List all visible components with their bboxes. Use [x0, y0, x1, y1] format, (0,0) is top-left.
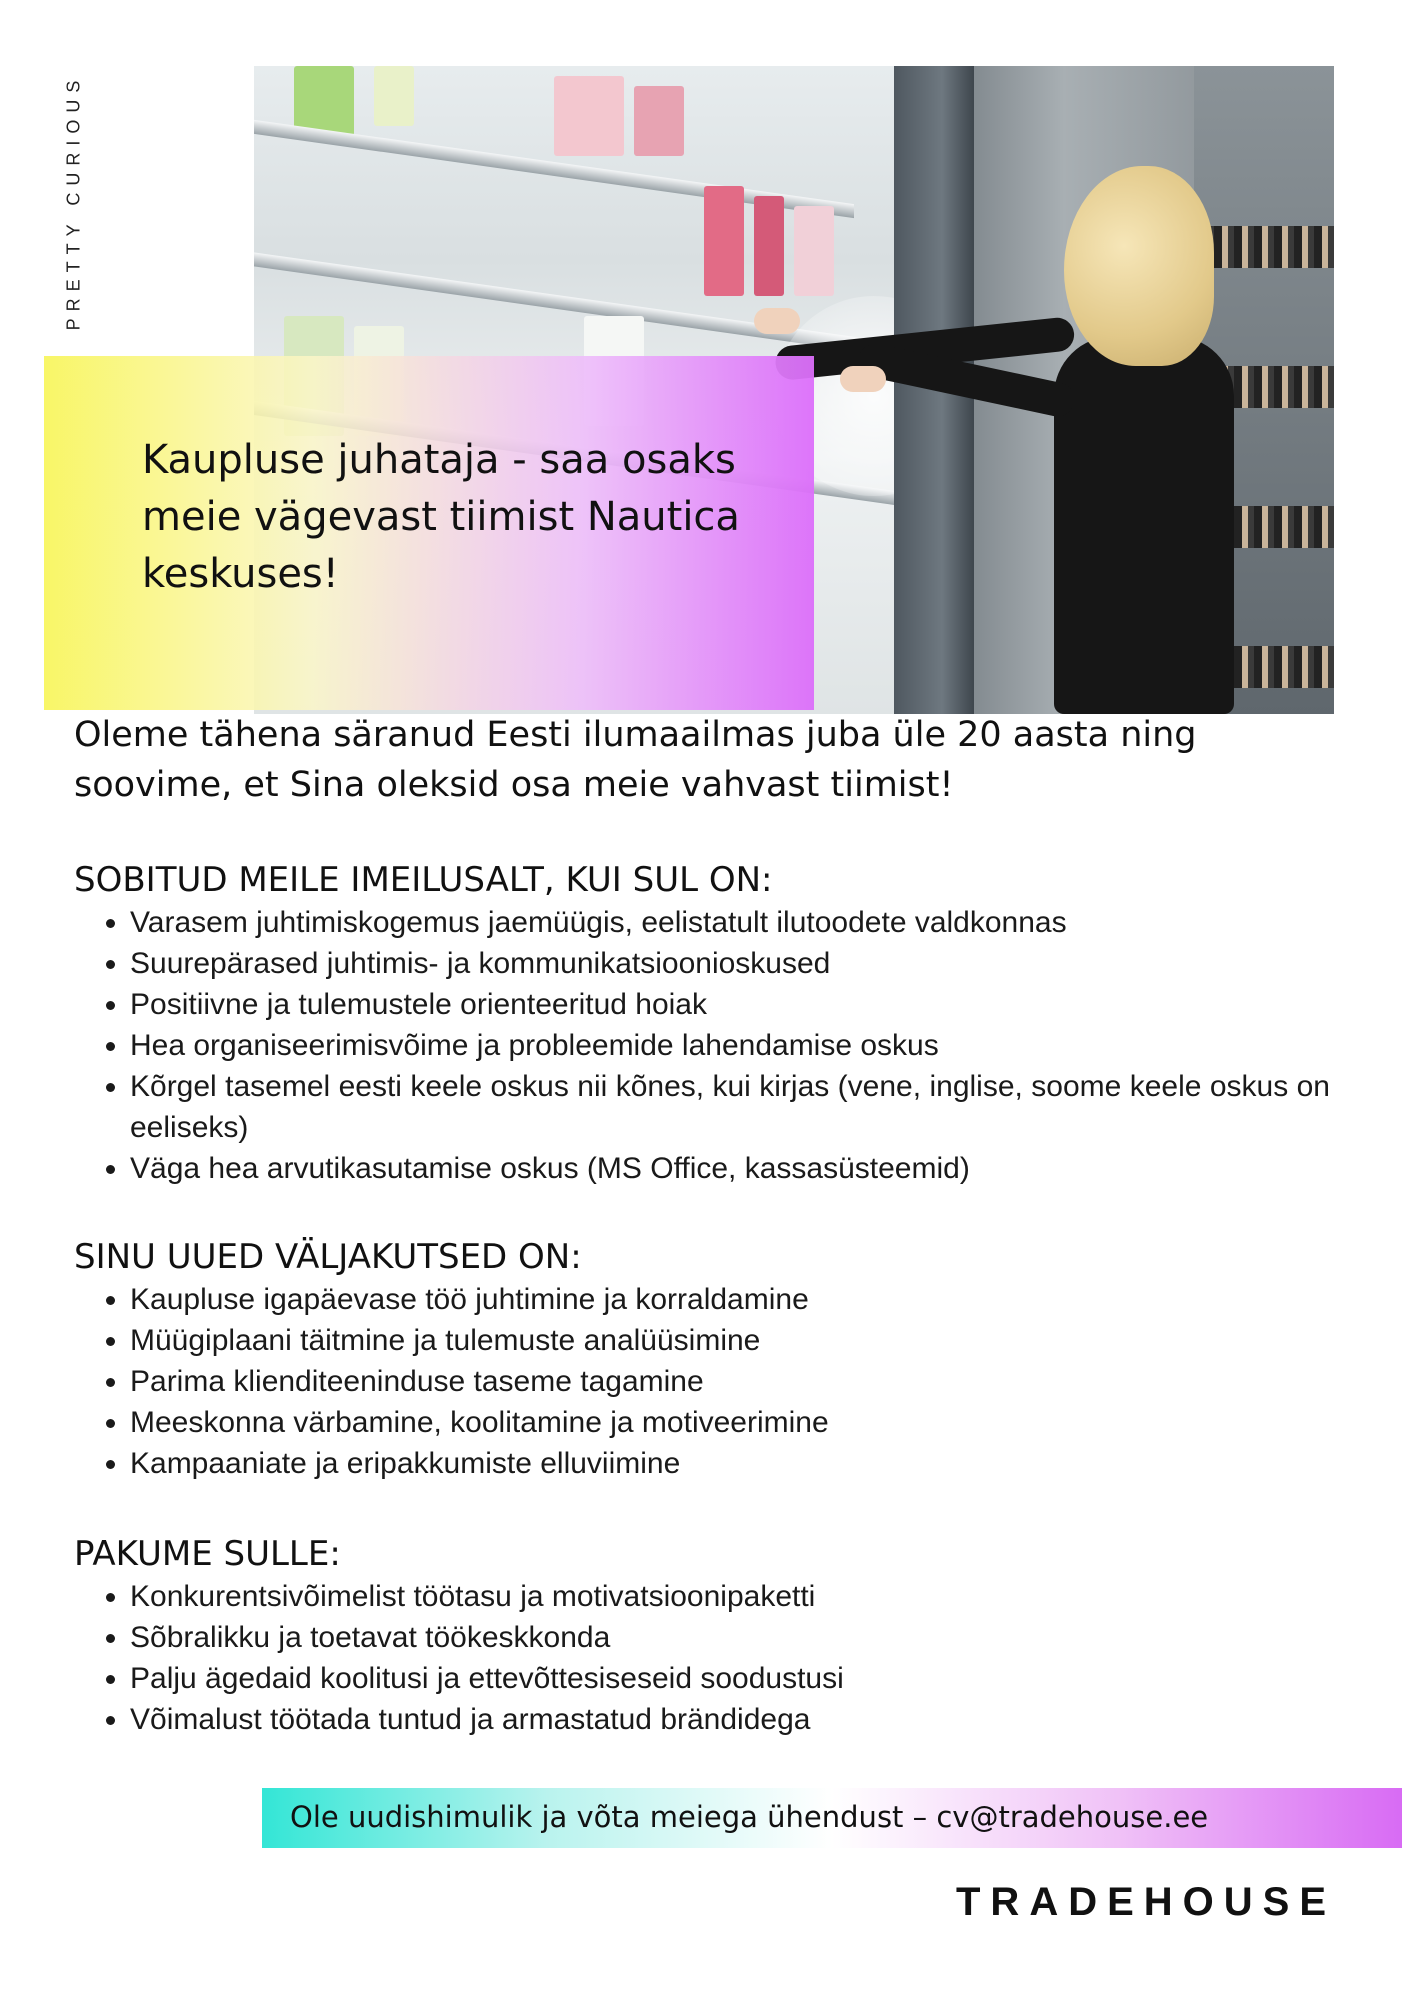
- list-item: • Kaupluse igapäevase töö juhtimine ja korraldamine: [130, 1279, 1330, 1320]
- list-item: • Parima klienditeeninduse taseme tagamine: [130, 1361, 1330, 1402]
- offer-section: [74, 1532, 1330, 1740]
- list-item: • Hea organiseerimisvõime ja probleemide lahendamise oskus: [130, 1025, 1330, 1066]
- offer-list: [74, 1576, 1330, 1740]
- contact-banner: [262, 1788, 1402, 1848]
- woman-hair: [1064, 166, 1214, 366]
- hand: [840, 366, 886, 392]
- list-item: • Väga hea arvutikasutamise oskus (MS Office, kassasüsteemid): [130, 1148, 1330, 1189]
- contact-text: Ole uudishimulik ja võta meiega ühendust – cv@tradehouse.ee: [290, 1800, 1209, 1834]
- list-item: • Palju ägedaid koolitusi ja ettevõttesiseseid soodustusi: [130, 1658, 1330, 1699]
- challenges-section: [74, 1235, 1330, 1484]
- product-bottle: [554, 76, 624, 156]
- brand-tagline-vertical: [62, 62, 86, 342]
- list-item: • Konkurentsivõimelist töötasu ja motivatsioonipaketti: [130, 1576, 1330, 1617]
- list-item: • Varasem juhtimiskogemus jaemüügis, eelistatult ilutoodete valdkonnas: [130, 902, 1330, 943]
- tradehouse-logo: TRADEHOUSE: [956, 1880, 1337, 1924]
- list-item: • Suurepärased juhtimis- ja kommunikatsioonioskused: [130, 943, 1330, 984]
- product-bottle: [374, 66, 414, 126]
- product-bottle: [754, 196, 784, 296]
- display-row: [1194, 226, 1334, 268]
- requirements-heading: SOBITUD MEILE IMEILUSALT, KUI SUL ON:: [74, 860, 773, 900]
- hand: [754, 308, 800, 334]
- list-item: • Võimalust töötada tuntud ja armastatud brändidega: [130, 1699, 1330, 1740]
- product-bottle: [704, 186, 744, 296]
- woman-figure: [1054, 336, 1234, 714]
- product-bottle: [634, 86, 684, 156]
- headline-panel: [44, 356, 814, 710]
- challenges-heading: SINU UUED VÄLJAKUTSED ON:: [74, 1237, 582, 1277]
- intro-text: Oleme tähena säranud Eesti ilumaailmas juba üle 20 aasta ning soovime, et Sina oleksid osa meie vahvast tiimist!: [74, 715, 1197, 805]
- list-item: • Kõrgel tasemel eesti keele oskus nii kõnes, kui kirjas (vene, inglise, soome keele oskus on eeliseks): [130, 1066, 1330, 1148]
- brand-tagline-text: PRETTY CURIOUS: [63, 73, 84, 331]
- product-bottle: [794, 206, 834, 296]
- list-item: • Kampaaniate ja eripakkumiste elluviimine: [130, 1443, 1330, 1484]
- product-bottle: [294, 66, 354, 136]
- requirements-section: [74, 858, 1330, 1189]
- challenges-list: [74, 1279, 1330, 1484]
- list-item: • Positiivne ja tulemustele orienteeritud hoiak: [130, 984, 1330, 1025]
- list-item: • Müügiplaani täitmine ja tulemuste analüüsimine: [130, 1320, 1330, 1361]
- headline: Kaupluse juhataja - saa osaks meie vägevast tiimist Nautica keskuses!: [142, 437, 740, 597]
- list-item: • Meeskonna värbamine, koolitamine ja motiveerimine: [130, 1402, 1330, 1443]
- requirements-list: [74, 902, 1330, 1189]
- offer-heading: PAKUME SULLE:: [74, 1534, 341, 1574]
- list-item: • Sõbralikku ja toetavat töökeskkonda: [130, 1617, 1330, 1658]
